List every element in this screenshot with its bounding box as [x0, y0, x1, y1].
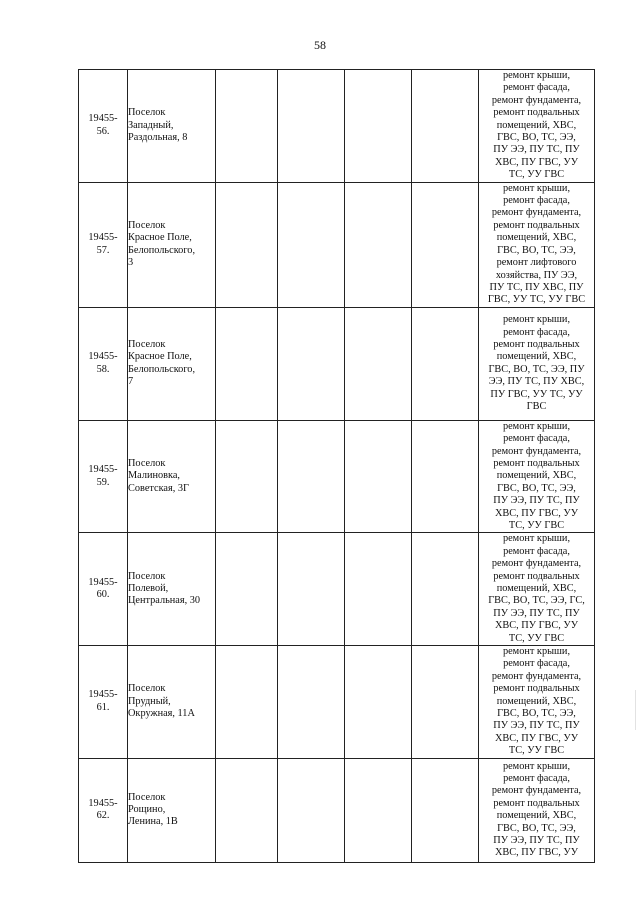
empty-cell [345, 420, 412, 533]
empty-cell [412, 420, 479, 533]
table-row [79, 70, 595, 183]
works-cell [479, 646, 595, 759]
empty-cell [278, 70, 345, 183]
address-cell [128, 533, 216, 646]
empty-cell [216, 758, 278, 862]
empty-cell [345, 758, 412, 862]
address-cell [128, 758, 216, 862]
works-list: ремонт крыши, ремонт фасада, ремонт фундамента, ремонт подвальных помещений, ХВС, ГВС, ВО, ТС, ЭЭ, ПУ ЭЭ, ПУ ТС, ПУ ХВС, ПУ ГВС, УУ ТС, УУ ГВС [491, 420, 582, 531]
empty-cell [345, 646, 412, 759]
empty-cell [216, 420, 278, 533]
empty-cell [345, 533, 412, 646]
works-cell [479, 70, 595, 183]
row-number-cell [79, 420, 128, 533]
empty-cell [216, 533, 278, 646]
row-number: 19455- 57. [88, 232, 118, 256]
works-list: ремонт крыши, ремонт фасада, ремонт фундамента, ремонт подвальных помещений, ХВС, ГВС, ВО, ТС, ЭЭ, ПУ ЭЭ, ПУ ТС, ПУ ХВС, ПУ ГВС, УУ ТС, УУ ГВС [491, 70, 582, 181]
empty-cell [345, 307, 412, 420]
row-number: 19455- 56. [88, 113, 118, 137]
empty-cell [278, 307, 345, 420]
address: Поселок Малиновка, Советская, 3Г [128, 457, 189, 494]
works-list: ремонт крыши, ремонт фасада, ремонт фундамента, ремонт подвальных помещений, ХВС, ГВС, ВО, ТС, ЭЭ, ГС, ПУ ЭЭ, ПУ ТС, ПУ ХВС, ПУ ГВС, УУ ТС, УУ ГВС [488, 533, 585, 644]
row-number-cell [79, 646, 128, 759]
empty-cell [278, 182, 345, 307]
row-number-cell [79, 182, 128, 307]
empty-cell [216, 646, 278, 759]
row-number-cell [79, 307, 128, 420]
address-cell [128, 646, 216, 759]
scan-edge-mark [635, 690, 636, 730]
row-number-cell [79, 758, 128, 862]
row-number-cell [79, 70, 128, 183]
empty-cell [278, 646, 345, 759]
works-list: ремонт крыши, ремонт фасада, ремонт подвальных помещений, ХВС, ГВС, ВО, ТС, ЭЭ, ПУ ЭЭ, ПУ ТС, ПУ ХВС, ПУ ГВС, УУ ТС, УУ ГВС [488, 314, 585, 412]
works-list: ремонт крыши, ремонт фасада, ремонт фундамента, ремонт подвальных помещений, ХВС, ГВС, ВО, ТС, ЭЭ, ремонт лифтового хозяйства, ПУ ЭЭ, ПУ ТС, ПУ ХВС, ПУ ГВС, УУ ТС, УУ ГВС [487, 182, 586, 306]
row-number: 19455- 61. [88, 689, 118, 713]
address-cell [128, 307, 216, 420]
empty-cell [412, 307, 479, 420]
table-row [79, 646, 595, 759]
empty-cell [412, 646, 479, 759]
empty-cell [345, 182, 412, 307]
address: Поселок Красное Поле, Белопольского, 7 [128, 338, 196, 388]
row-number: 19455- 59. [88, 464, 118, 488]
row-number: 19455- 60. [88, 576, 118, 601]
table-row [79, 307, 595, 420]
empty-cell [412, 182, 479, 307]
address: Поселок Рощино, Ленина, 1В [128, 791, 178, 828]
empty-cell [412, 70, 479, 183]
works-cell [479, 307, 595, 420]
works-list: ремонт крыши, ремонт фасада, ремонт фундамента, ремонт подвальных помещений, ХВС, ГВС, ВО, ТС, ЭЭ, ПУ ЭЭ, ПУ ТС, ПУ ХВС, ПУ ГВС, УУ [491, 760, 582, 859]
table-row [79, 182, 595, 307]
empty-cell [345, 70, 412, 183]
address-cell [128, 182, 216, 307]
works-cell [479, 182, 595, 307]
row-number: 19455- 58. [88, 351, 118, 375]
address: Поселок Красное Поле, Белопольского, 3 [128, 219, 196, 269]
table-row [79, 533, 595, 646]
works-cell [479, 758, 595, 862]
empty-cell [216, 182, 278, 307]
empty-cell [278, 533, 345, 646]
empty-cell [412, 758, 479, 862]
address: Поселок Западный, Раздольная, 8 [128, 107, 188, 144]
works-list: ремонт крыши, ремонт фасада, ремонт фундамента, ремонт подвальных помещений, ХВС, ГВС, ВО, ТС, ЭЭ, ПУ ЭЭ, ПУ ТС, ПУ ХВС, ПУ ГВС, УУ ТС, УУ ГВС [491, 646, 582, 757]
address: Поселок Полевой, Центральная, 30 [128, 570, 201, 607]
houses-table [78, 69, 595, 863]
page-number: 58 [314, 38, 326, 52]
empty-cell [216, 307, 278, 420]
works-cell [479, 533, 595, 646]
empty-cell [278, 758, 345, 862]
address: Поселок Прудный, Окружная, 11А [128, 683, 195, 720]
empty-cell [278, 420, 345, 533]
row-number-cell [79, 533, 128, 646]
empty-cell [412, 533, 479, 646]
empty-cell [216, 70, 278, 183]
works-cell [479, 420, 595, 533]
row-number: 19455- 62. [88, 797, 118, 822]
address-cell [128, 420, 216, 533]
address-cell [128, 70, 216, 183]
table-row [79, 758, 595, 862]
table-row [79, 420, 595, 533]
